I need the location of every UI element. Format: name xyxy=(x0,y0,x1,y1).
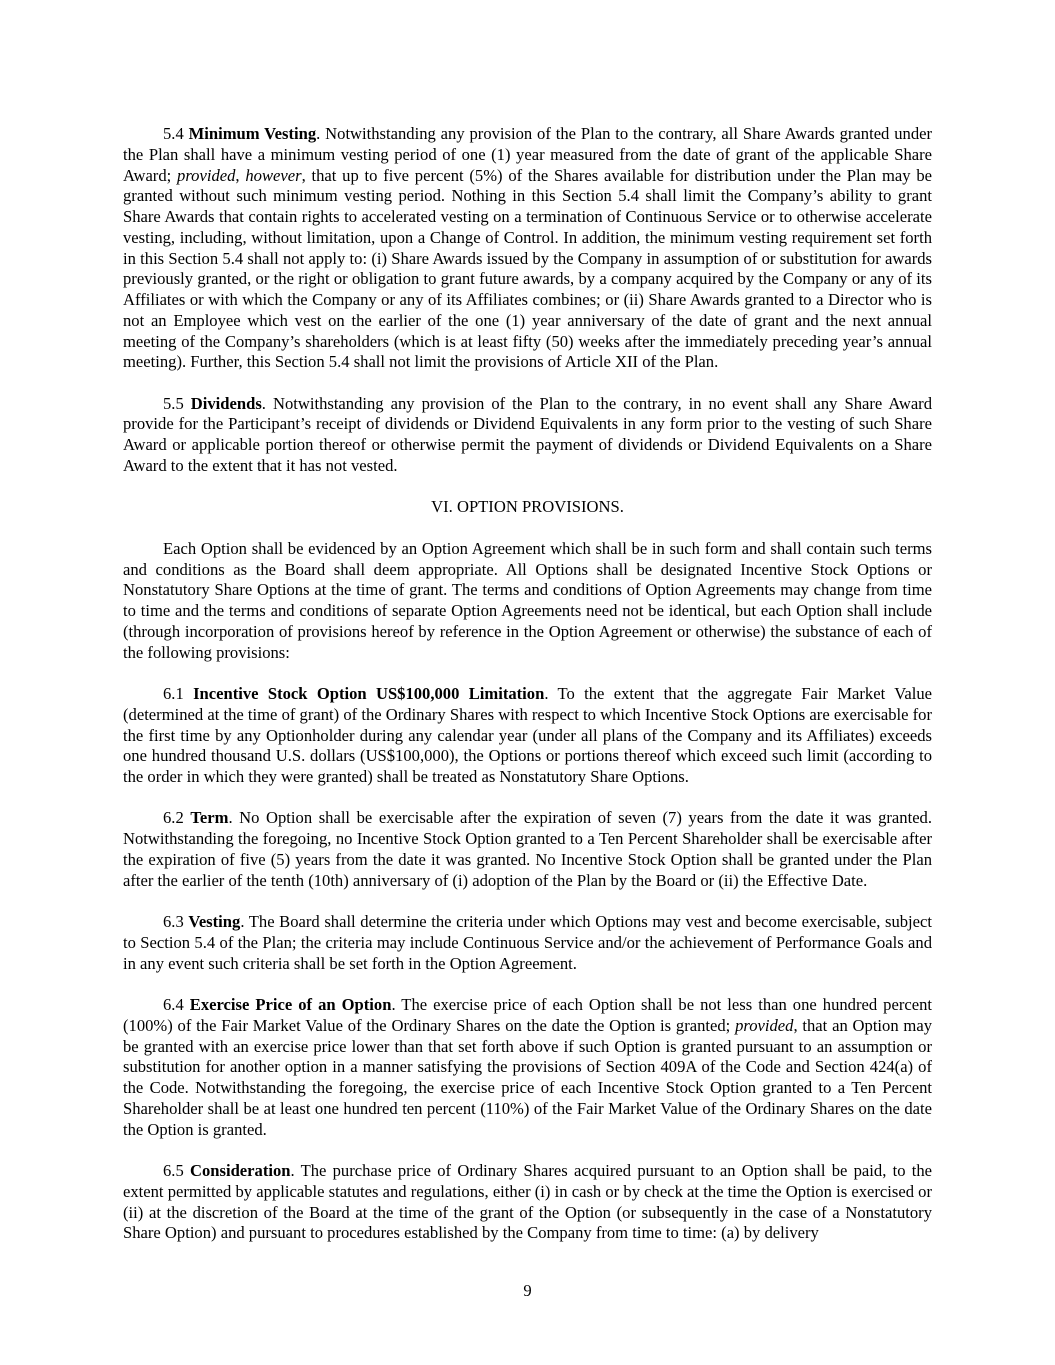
page-number: 9 xyxy=(523,1281,532,1300)
text-run: . The purchase price of Ordinary Shares acquired pursuant to an Option shall be paid, to the extent permitted by applicable statutes and regulations, either (i) in cash or by check at the time the Option is exercised or (ii) at the discretion of the Board at the time of the grant of the Option (or subsequently in the case of a Nonstatutory Share Option) and pursuant to procedures established by the Company from time to time: (a) by delivery xyxy=(123,1161,933,1243)
text-run: Dividends xyxy=(190,393,262,413)
paragraph-6-4-exercise-price xyxy=(123,995,932,1140)
text-run: . Notwithstanding any provision of the Plan to the contrary, all Share Awards granted under the Plan shall have a minimum vesting period of one (1) year measured from the date of grant of the applicable Share Award; xyxy=(123,124,933,185)
paragraph-6-3-vesting xyxy=(123,912,932,974)
paragraph-6-1-iso-limitation xyxy=(123,684,932,788)
text-run: 6.1 xyxy=(163,684,194,703)
text-run: Consideration xyxy=(190,1161,291,1180)
text-run: . The exercise price of each Option shall be not less than one hundred percent (100%) of the Fair Market Value of the Ordinary Shares on the date the Option is granted; xyxy=(123,995,933,1035)
text-run: 5.5 xyxy=(163,393,191,413)
text-run: Each Option shall be evidenced by an Option Agreement which shall be in such form and shall contain such terms and conditions as the Board shall deem appropriate. All Options shall be designated Incentive Stock Options or Nonstatutory Share Options at the time of grant. The terms and conditions of Option Agreements may change from time to time and the terms and conditions of separate Option Agreements need not be identical, but each Option shall include (through incorporation of provisions hereof by reference in the Option Agreement or otherwise) the substance of each of the following provisions: xyxy=(123,538,932,662)
paragraph-5-5-dividends xyxy=(123,394,932,477)
paragraph-5-4-minimum-vesting xyxy=(123,124,932,373)
text-run: . The Board shall determine the criteria under which Options may vest and become exercisable, subject to Section 5.4 of the Plan; the criteria may include Continuous Service and/or the achievement of Performance Goals and in any event such criteria shall be set forth in the Option Agreement. xyxy=(123,912,933,973)
heading-article-vi-option-provisions xyxy=(123,497,932,518)
paragraph-option-agreement-intro xyxy=(123,539,932,664)
paragraph-6-5-consideration xyxy=(123,1161,932,1244)
text-run: , that up to five percent (5%) of the Shares available for distribution under the Plan may be granted without such minimum vesting period. Nothing in this Section 5.4 shall limit the Company’s ability to grant Share Awards that contain rights to accelerated vesting on a termination of Continuous Service or to otherwise accelerate vesting, including, without limitation, upon a Change of Control. In addition, the minimum vesting requirement set forth in this Section 5.4 shall not apply to: (i) Share Awards issued by the Company in assumption of or substitution for awards previously granted, or the right or obligation to grant future awards, by a company acquired by the Company or any of its Affiliates or with which the Company or any of its Affiliates combines; or (ii) Share Awards granted to a Director who is not an Employee which vest on the earlier of the one (1) year anniversary of the date of grant and the next annual meeting of the Company’s shareholders (which is at least fifty (50) weeks after the immediately preceding year’s annual meeting). Further, this Section 5.4 shall not limit the provisions of Article XII of the Plan. xyxy=(123,165,933,372)
paragraph-6-2-term xyxy=(123,808,932,891)
text-run: , that an Option may be granted with an exercise price lower than that set forth above if such Option is granted pursuant to an assumption or substitution for another option in a manner satisfying the provisions of Section 409A of the Code and Section 424(a) of the Code. Notwithstanding the foregoing, the exercise price of each Incentive Stock Option granted to a Ten Percent Shareholder shall be at least one hundred ten percent (110%) of the Fair Market Value of the Ordinary Shares on the date the Option is granted. xyxy=(123,1015,932,1139)
text-run: 6.3 xyxy=(163,912,189,932)
text-run: 6.5 xyxy=(163,1161,190,1180)
text-run: Incentive Stock Option US$100,000 Limitation xyxy=(193,684,545,703)
text-run: Minimum Vesting xyxy=(188,124,317,143)
text-run: 5.4 xyxy=(163,124,189,143)
text-run: 6.2 xyxy=(163,808,191,828)
text-run: Term xyxy=(190,808,229,828)
text-run: Exercise Price of an Option xyxy=(189,995,392,1015)
text-run: . Notwithstanding any provision of the Plan to the contrary, in no event shall any Share Award provide for the Participant’s receipt of dividends or Dividend Equivalents in any form prior to the vesting of such Share Award or applicable portion thereof or otherwise permit the payment of dividends or Dividend Equivalents on a Share Award to the extent that it has not vested. xyxy=(123,393,933,475)
document-content xyxy=(123,124,932,1265)
text-run: . No Option shall be exercisable after the expiration of seven (7) years from the date it was granted. Notwithstanding the foregoing, no Incentive Stock Option granted to a Ten Percent Shareholder shall be exercisable after the expiration of five (5) years from the date it was granted. No Incentive Stock Option shall be granted under the Plan after the earlier of the tenth (10th) anniversary of (i) adoption of the Plan by the Board or (ii) the Effective Date. xyxy=(123,808,932,890)
text-run: provided xyxy=(735,1015,794,1035)
text-run: VI. OPTION PROVISIONS. xyxy=(431,497,624,517)
text-run: . To the extent that the aggregate Fair Market Value (determined at the time of grant) of the Ordinary Shares with respect to which Incentive Stock Options are exercisable for the first time by any Optionholder during any calendar year (under all plans of the Company and its Affiliates) exceeds one hundred thousand U.S. dollars (US$100,000), the Options or portions thereof which exceed such limit (according to the order in which they were granted) shall be treated as Nonstatutory Share Options. xyxy=(123,684,933,786)
text-run: Vesting xyxy=(188,912,241,932)
text-run: provided xyxy=(177,165,236,185)
text-run: , xyxy=(235,165,246,185)
text-run: 6.4 xyxy=(163,995,190,1015)
text-run: however xyxy=(245,165,302,185)
